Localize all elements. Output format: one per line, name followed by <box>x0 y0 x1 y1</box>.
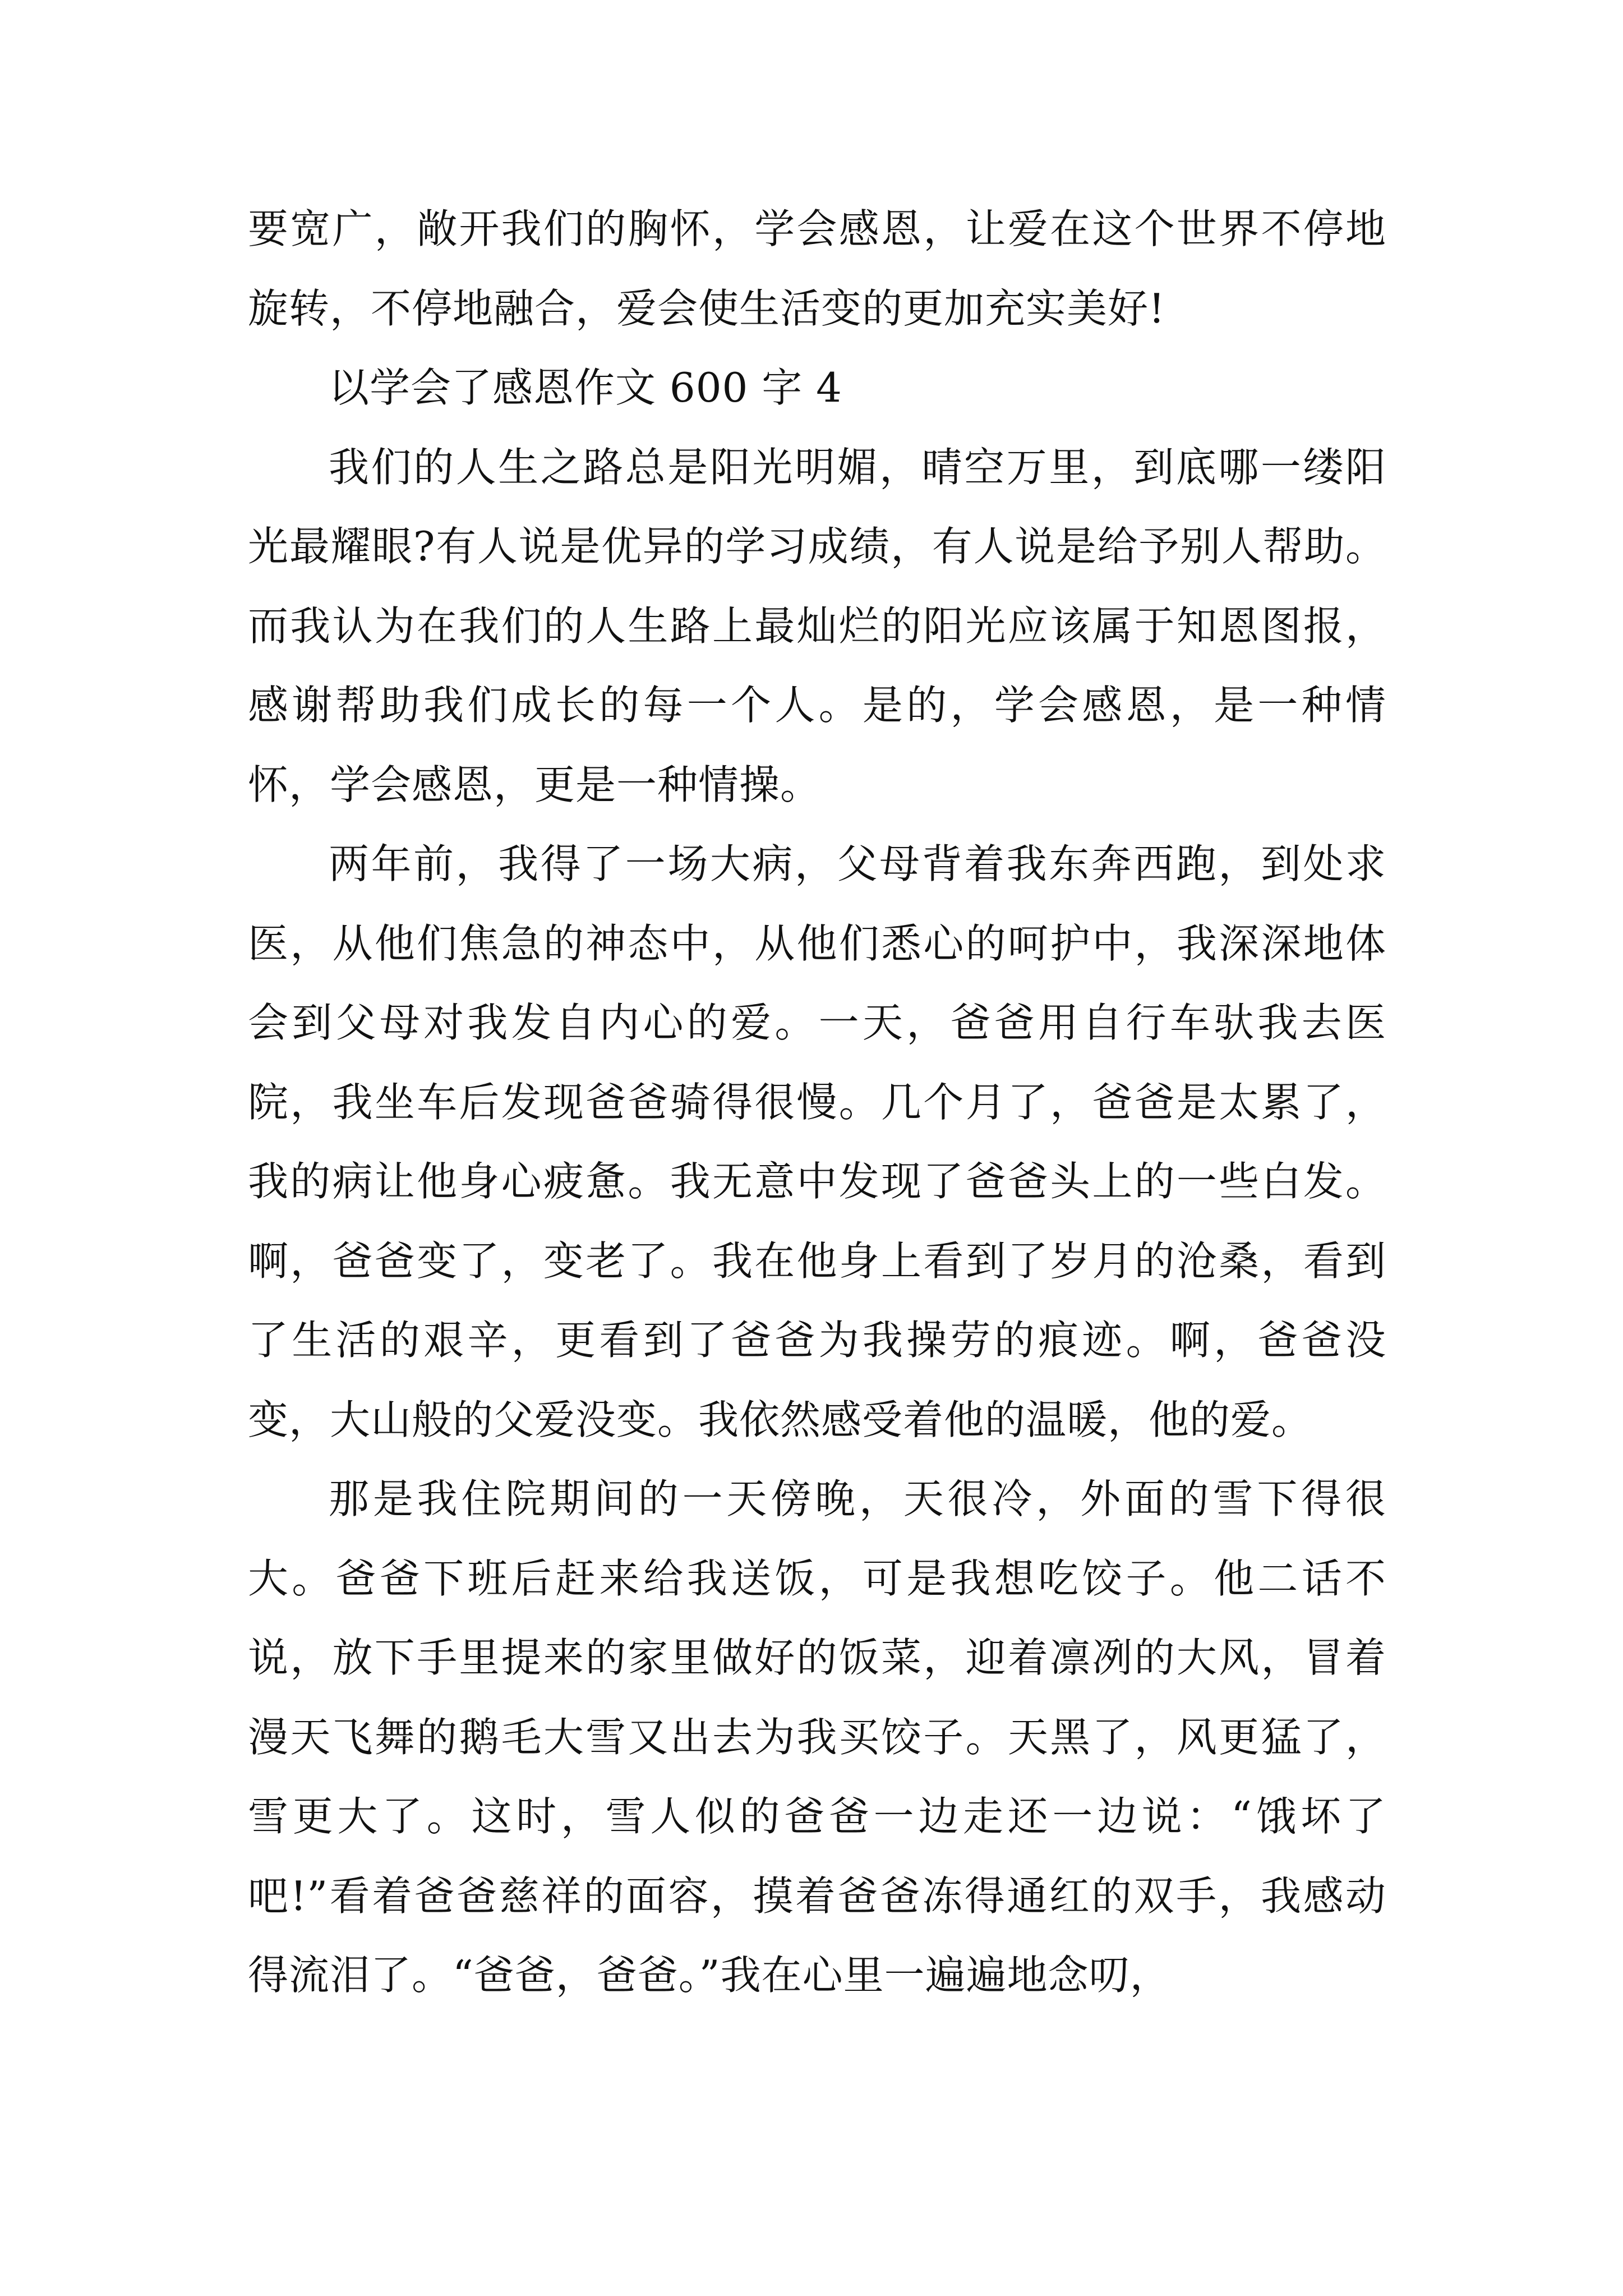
paragraph-2: 两年前，我得了一场大病，父母背着我东奔西跑，到处求医，从他们焦急的神态中，从他们悉心的呵护中，我深深地体会到父母对我发自内心的爱。一天，爸爸用自行车驮我去医院，我坐车后发现爸爸骑得很慢。几个月了，爸爸是太累了，我的病让他身心疲惫。我无意中发现了爸爸头上的一些白发。啊，爸爸变了，变老了。我在他身上看到了岁月的沧桑，看到了生活的艰辛，更看到了爸爸为我操劳的痕迹。啊，爸爸没变，大山般的父爱没变。我依然感受着他的温暖，他的爱。 <box>248 840 1386 1443</box>
document-body <box>248 190 1386 2016</box>
paragraph-continued: 要宽广，敞开我们的胸怀，学会感恩，让爱在这个世界不停地旋转，不停地融合，爱会使生活变的更加充实美好! <box>248 205 1386 332</box>
paragraph-1: 我们的人生之路总是阳光明媚，晴空万里，到底哪一缕阳光最耀眼?有人说是优异的学习成绩，有人说是给予别人帮助。而我认为在我们的人生路上最灿烂的阳光应该属于知恩图报，感谢帮助我们成长的每一个人。是的，学会感恩，是一种情怀，学会感恩，更是一种情操。 <box>248 443 1386 808</box>
section-heading: 以学会了感恩作文 600 字 4 <box>329 364 842 411</box>
paragraph-3: 那是我住院期间的一天傍晚，天很冷，外面的雪下得很大。爸爸下班后赶来给我送饭，可是我想吃饺子。他二话不说，放下手里提来的家里做好的饭菜，迎着凛冽的大风，冒着漫天飞舞的鹅毛大雪又出去为我买饺子。天黑了，风更猛了，雪更大了。这时，雪人似的爸爸一边走还一边说：“饿坏了吧!”看着爸爸慈祥的面容，摸着爸爸冻得通红的双手，我感动得流泪了。“爸爸，爸爸。”我在心里一遍遍地念叨， <box>248 1475 1386 1999</box>
